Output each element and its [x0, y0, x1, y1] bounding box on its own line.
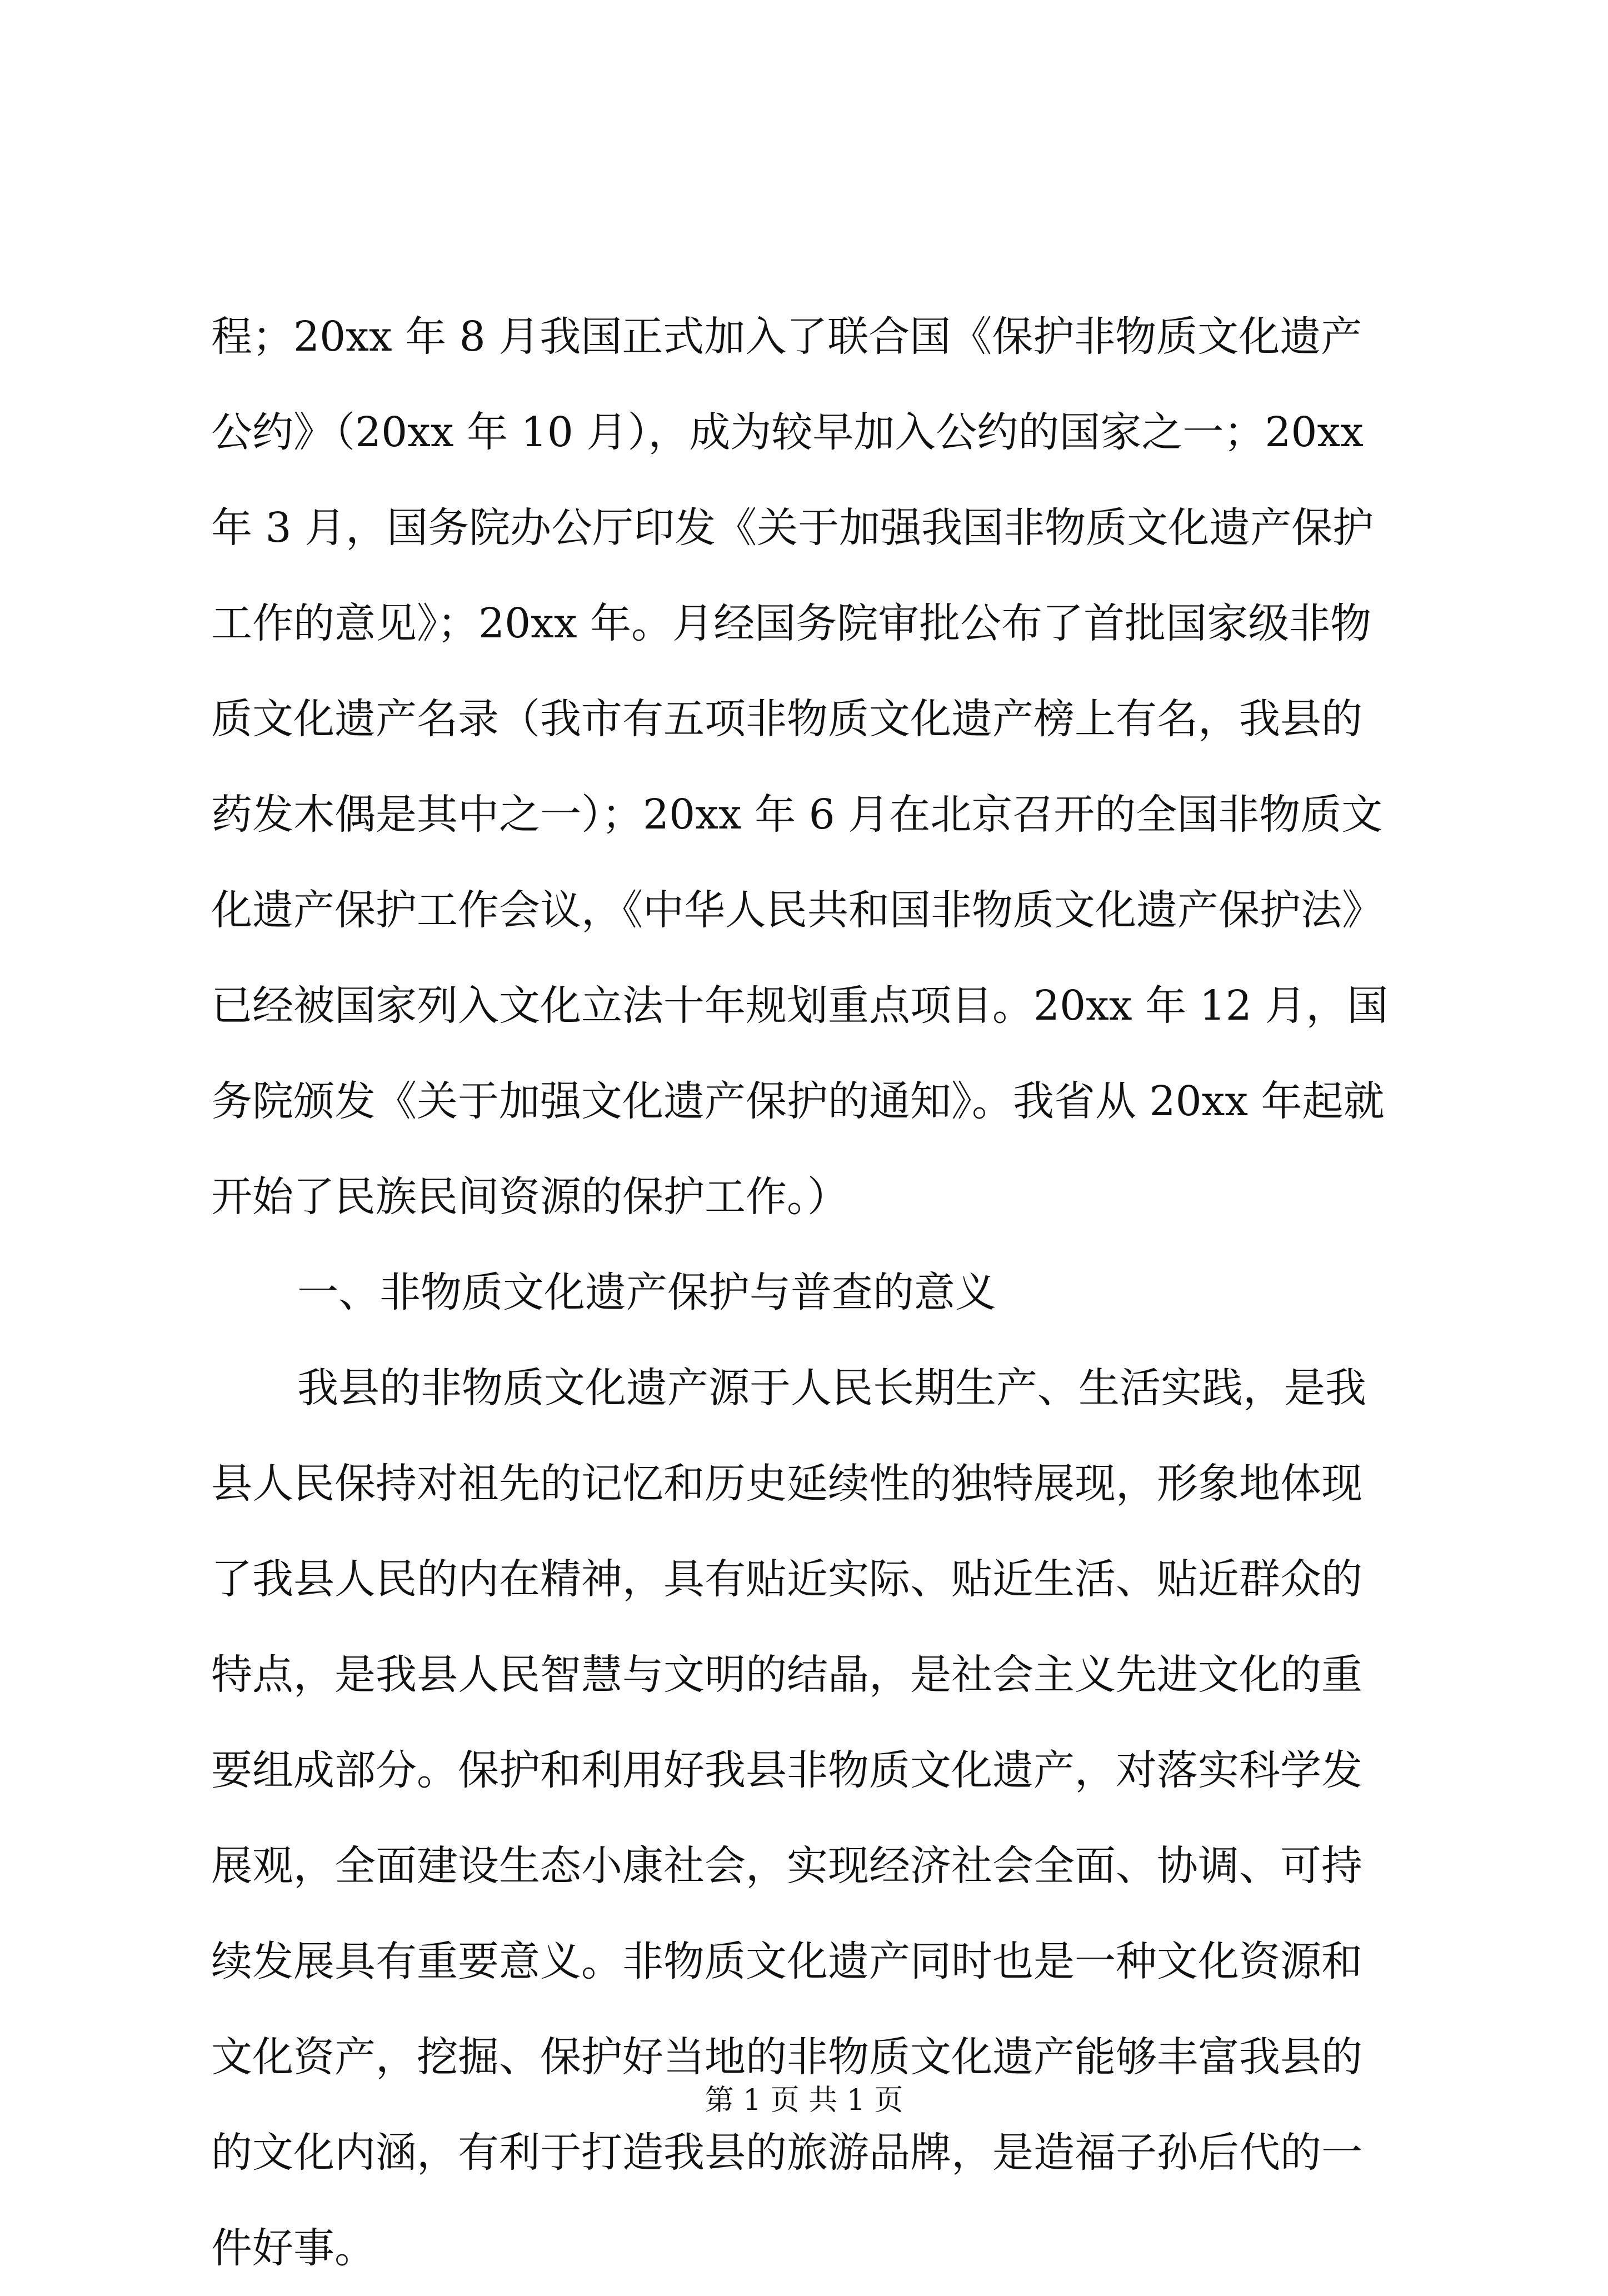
text-line: 展观，全面建设生态小康社会，实现经济社会全面、协调、可持: [211, 1842, 1362, 1890]
text-line: 件好事。: [211, 2224, 376, 2272]
text-line: 了我县人民的内在精神，具有贴近实际、贴近生活、贴近群众的: [211, 1555, 1362, 1603]
text-line: 要组成部分。保护和利用好我县非物质文化遗产，对落实科学发: [211, 1746, 1362, 1794]
text-line: 特点，是我县人民智慧与文明的结晶，是社会主义先进文化的重: [211, 1651, 1362, 1699]
text-line: 续发展具有重要意义。非物质文化遗产同时也是一种文化资源和: [211, 1938, 1362, 1985]
text-line: 质文化遗产名录（我市有五项非物质文化遗产榜上有名，我县的: [211, 695, 1362, 743]
text-line: 的文化内涵，有利于打造我县的旅游品牌，是造福子孙后代的一: [211, 2129, 1362, 2177]
text-line: 年 3 月，国务院办公厅印发《关于加强我国非物质文化遗产保护: [211, 504, 1374, 552]
document-body: [211, 289, 1411, 2296]
paragraph-first-line: 我县的非物质文化遗产源于人民长期生产、生活实践，是我: [297, 1364, 1366, 1412]
section-heading: 一、非物质文化遗产保护与普查的意义: [297, 1269, 996, 1316]
text-line: 已经被国家列入文化立法十年规划重点项目。20xx 年 12 月，国: [211, 982, 1389, 1030]
text-line: 文化资产，挖掘、保护好当地的非物质文化遗产能够丰富我县的: [211, 2033, 1362, 2081]
text-line: 公约》（20xx 年 10 月），成为较早加入公约的国家之一；20xx: [211, 408, 1364, 456]
text-line: 县人民保持对祖先的记忆和历史延续性的独特展现，形象地体现: [211, 1460, 1362, 1508]
text-line: 化遗产保护工作会议，《中华人民共和国非物质文化遗产保护法》: [211, 886, 1383, 934]
text-line: 工作的意见》；20xx 年。月经国务院审批公布了首批国家级非物: [211, 600, 1372, 647]
text-line: 程；20xx 年 8 月我国正式加入了联合国《保护非物质文化遗产: [211, 313, 1362, 361]
text-line: 药发木偶是其中之一）；20xx 年 6 月在北京召开的全国非物质文: [211, 791, 1383, 838]
page-number-footer: 第 1 页 共 1 页: [705, 2084, 903, 2117]
text-line: 务院颁发《关于加强文化遗产保护的通知》。我省从 20xx 年起就: [211, 1077, 1385, 1125]
text-line: 开始了民族民间资源的保护工作。）: [211, 1173, 848, 1221]
